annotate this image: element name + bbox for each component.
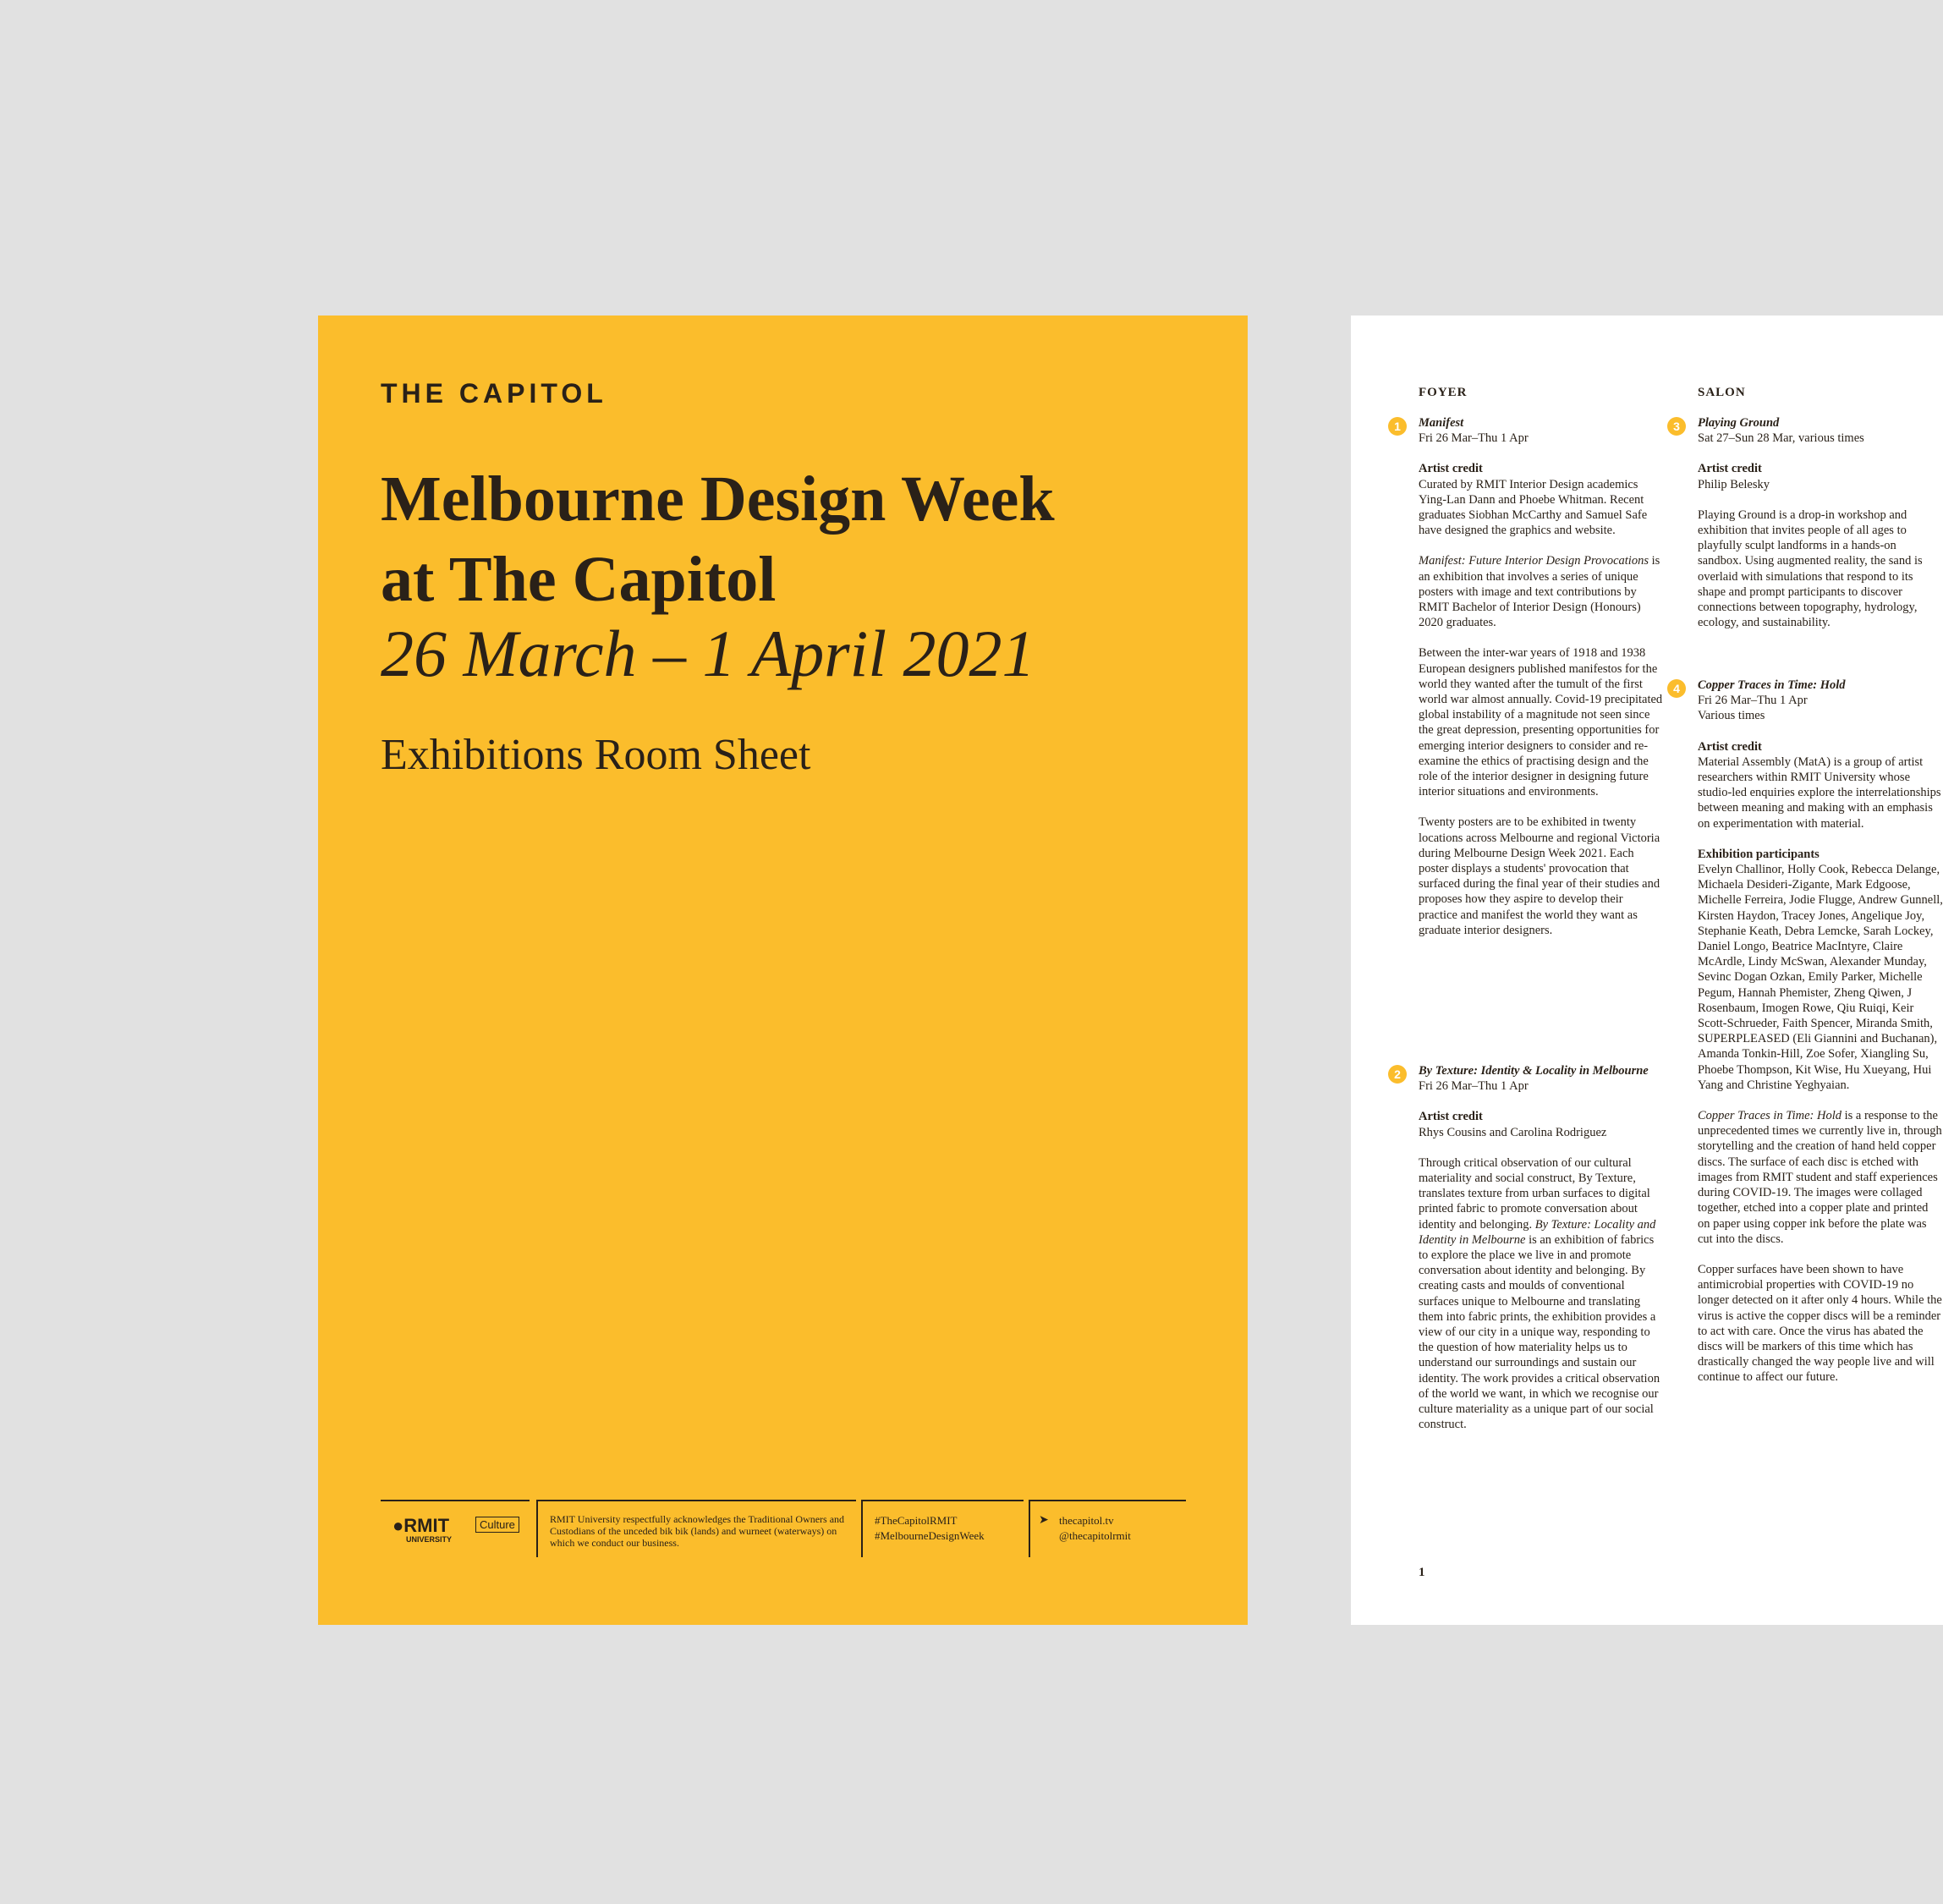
artist-credit: Rhys Cousins and Carolina Rodriguez xyxy=(1419,1125,1607,1139)
artist-credit-label: Artist credit xyxy=(1419,462,1483,476)
cover-subtitle: Exhibitions Room Sheet xyxy=(381,731,811,779)
exhibit-number-badge: 3 xyxy=(1667,417,1686,436)
artist-credit: Material Assembly (MatA) is a group of artist researchers within RMIT University whose studio-led enquiries explore the interrelationships between meaning and making with an emphasis on experimentation with material. xyxy=(1698,754,1941,831)
exhibit-item-2 xyxy=(1394,1063,1664,1432)
brand-wordmark: THE CAPITOL xyxy=(381,378,607,409)
exhibit-description-italic: By Texture: Locality and Identity in Melbourne xyxy=(1419,1217,1656,1247)
exhibit-times: Various times xyxy=(1698,709,1765,723)
rmit-logo-block xyxy=(381,1500,530,1557)
hashtag-design-week[interactable]: #MelbourneDesignWeek xyxy=(875,1529,985,1542)
headline-line-2: at The Capitol xyxy=(381,544,777,615)
culture-badge: Culture xyxy=(475,1517,519,1533)
exhibit-paragraph: Between the inter-war years of 1918 and 1938 European designers published manifestos for the world they wanted after the tumult of the first world war almost annually. Covid-19 precipitated global instability of a magnitude not seen since the great depression, presenting opportunities for emerging interior designers to consider and re-examine the ethics of practising design and the role of the interior designer in designing future interior situations and environments. xyxy=(1419,646,1663,799)
exhibit-item-4 xyxy=(1673,678,1943,1385)
room-sheet-cover xyxy=(318,316,1248,1625)
exhibit-paragraph: Copper surfaces have been shown to have antimicrobial properties with COVID-19 no longer detected on it after only 4 hours. While the virus is active the copper discs will be a reminder to act with care. Once the virus has abated the discs will be markers of this time which has drastically changed the way people live and will continue to affect our future. xyxy=(1698,1262,1942,1385)
acknowledgement-text: RMIT University respectfully acknowledges the Traditional Owners and Custodians of the unceded bik bik (lands) and wurneet (waterways) on which we conduct our business. xyxy=(550,1513,845,1549)
exhibit-title: Playing Ground xyxy=(1698,416,1780,430)
artist-credit-label: Artist credit xyxy=(1419,1110,1483,1124)
exhibit-dates: Fri 26 Mar–Thu 1 Apr xyxy=(1419,1079,1529,1094)
room-sheet-page-1 xyxy=(1351,316,1943,1625)
exhibit-title: By Texture: Identity & Locality in Melbourne xyxy=(1419,1064,1649,1078)
rmit-logo-dot-icon: ● xyxy=(392,1515,404,1536)
foyer-heading: FOYER xyxy=(1419,386,1468,399)
artist-credit: Curated by RMIT Interior Design academics Ying-Lan Dann and Phoebe Whitman. Recent graduates Siobhan McCarthy and Samuel Safe have designed the graphics and website. xyxy=(1419,477,1648,538)
exhibit-paragraph: Playing Ground is a drop-in workshop and exhibition that invites people of all ages to playfully sculpt landforms in a hands-on sandbox. Using augmented reality, the sand is overlaid with simulations that respond to its shape and prompt participants to discover connections between topography, hydrology, ecology, and sustainability. xyxy=(1698,508,1923,630)
links-block xyxy=(1029,1500,1186,1557)
rmit-university-text: UNIVERSITY xyxy=(406,1535,453,1544)
exhibit-paragraph: Twenty posters are to be exhibited in twenty locations across Melbourne and regional Victoria during Melbourne Design Week 2021. Each poster displays a students' provocation that surfaced during the final year of their studies and proposes how they aspire to develop their practice and manifest the world they want as graduate interior designers. xyxy=(1419,815,1660,937)
hashtags xyxy=(875,1513,985,1544)
hashtags-block xyxy=(861,1500,1024,1557)
acknowledgement-block xyxy=(536,1500,856,1557)
page-number: 1 xyxy=(1419,1566,1425,1579)
exhibit-description xyxy=(1419,1155,1664,1433)
exhibit-description-italic: Manifest: Future Interior Design Provocations xyxy=(1419,554,1649,568)
exhibit-description-text: Through critical observation of our cultural materiality and social construct, By Texture, translates texture from urban surfaces to digital printed fabric to promote conversation about identity and belonging. xyxy=(1419,1155,1650,1232)
exhibit-item-3 xyxy=(1673,415,1943,630)
exhibit-description-text: is a response to the unprecedented times we currently live in, through storytelling and the creation of hand held copper discs. The surface of each disc is etched with images from RMIT student and staff experiences during COVID-19. The images were collaged together, etched into a copper plate and printed on paper using copper ink before the plate was cut into the discs. xyxy=(1698,1109,1942,1246)
exhibit-description xyxy=(1698,1108,1943,1247)
event-dates: 26 March – 1 April 2021 xyxy=(381,617,1035,690)
rmit-logo xyxy=(392,1515,449,1537)
exhibit-dates: Fri 26 Mar–Thu 1 Apr xyxy=(1419,431,1529,446)
exhibit-description-text: is an exhibition that involves a series of unique posters with image and text contributions by RMIT Bachelor of Interior Design (Honours) 2020 graduates. xyxy=(1419,554,1660,630)
headline-line-1: Melbourne Design Week xyxy=(381,464,1055,535)
exhibit-description-text: is an exhibition of fabrics to explore the place we live in and promote conversation about identity and belonging. By creating casts and moulds of conventional surfaces unique to Melbourne and translating them into fabric prints, the exhibition provides a view of our city in a unique way, responding to the question of how materiality helps us to understand our surroundings and sustain our identity. The work provides a critical observation of the world we want, in which we recognise our culture materiality as a unique part of our social construct. xyxy=(1419,1232,1660,1432)
cursor-icon: ➤ xyxy=(1039,1514,1049,1527)
artist-credit-label: Artist credit xyxy=(1698,739,1762,754)
headline xyxy=(381,459,1055,620)
artist-credit-label: Artist credit xyxy=(1698,462,1762,476)
exhibit-number-badge: 2 xyxy=(1388,1065,1407,1084)
hashtag-capitol[interactable]: #TheCapitolRMIT xyxy=(875,1514,958,1527)
exhibit-number-badge: 1 xyxy=(1388,417,1407,436)
exhibit-number-badge: 4 xyxy=(1667,679,1686,698)
website-link[interactable]: thecapitol.tv xyxy=(1059,1514,1114,1527)
social-handle-link[interactable]: @thecapitolrmit xyxy=(1059,1529,1131,1542)
exhibit-item-1 xyxy=(1394,415,1664,938)
participants-label: Exhibition participants xyxy=(1698,847,1820,861)
exhibit-dates: Sat 27–Sun 28 Mar, various times xyxy=(1698,431,1864,446)
exhibit-dates: Fri 26 Mar–Thu 1 Apr xyxy=(1698,694,1808,708)
salon-heading: SALON xyxy=(1698,386,1746,399)
rmit-logo-text: RMIT xyxy=(403,1515,450,1536)
links xyxy=(1059,1513,1131,1544)
exhibit-description-italic: Copper Traces in Time: Hold xyxy=(1698,1109,1841,1123)
cover-footer xyxy=(381,1500,1184,1559)
participants-list: Evelyn Challinor, Holly Cook, Rebecca Delange, Michaela Desideri-Zigante, Mark Edgoose, Michelle Ferreira, Jodie Flugge, Andrew Gunnell, Kirsten Haydon, Tracey Jones, Angelique Joy, Stephanie Keath, Debra Lemcke, Sarah Lockey, Daniel Longo, Beatrice MacIntyre, Claire McArdle, Lindy McSwan, Alexander Munday, Sevinc Dogan Ozkan, Emily Parker, Michelle Pegum, Hannah Phemister, Zheng Qiwen, J Rosenbaum, Imogen Rowe, Qiu Ruiqi, Keir Scott-Schrueder, Faith Spencer, Miranda Smith, SUPERPLEASED (Eli Giannini and Buchanan), Amanda Tonkin-Hill, Zoe Sofer, Xiangling Su, Phoebe Thompson, Kit Wise, Hu Xueyang, Hui Yang and Christine Yeghyaian. xyxy=(1698,863,1943,1092)
exhibit-title: Copper Traces in Time: Hold xyxy=(1698,678,1846,692)
exhibit-title: Manifest xyxy=(1419,416,1464,430)
artist-credit: Philip Belesky xyxy=(1698,477,1770,491)
exhibit-description xyxy=(1419,553,1664,630)
